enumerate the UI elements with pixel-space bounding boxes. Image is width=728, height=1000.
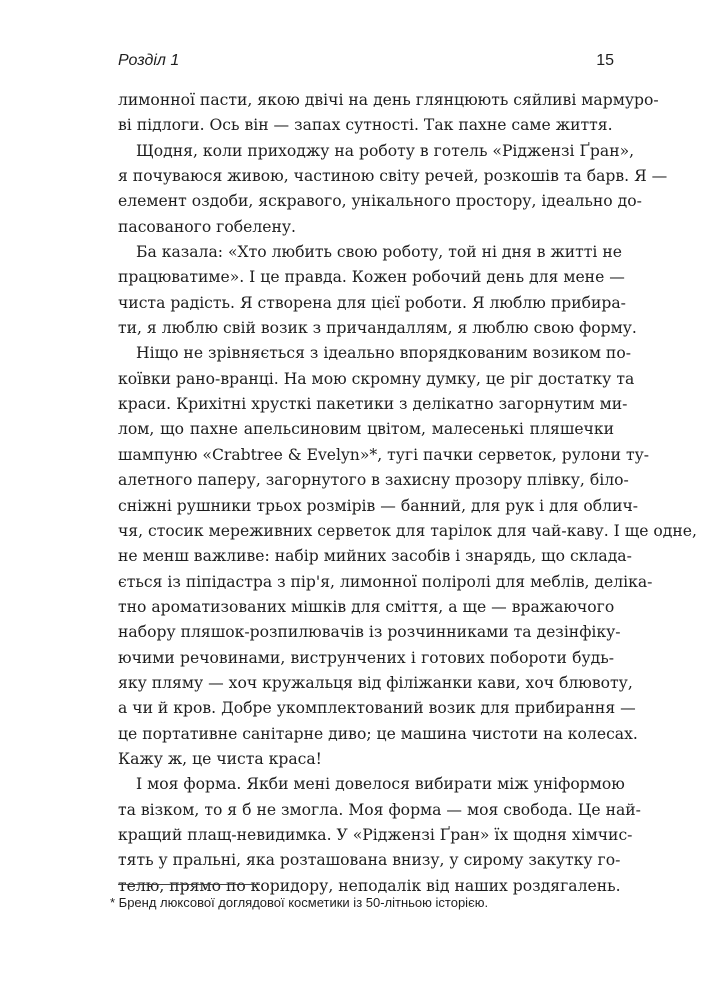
text-line: телю, прямо по коридору, неподалік від наших роздягалень. — [118, 876, 621, 895]
text-line: чя, стосик мереживних серветок для тарілок для чай-каву. І ще одне, — [118, 521, 697, 540]
text-line: це портативне санітарне диво; це машина чистоти на колесах. — [118, 724, 638, 743]
text-line: ві підлоги. Ось він — запах сутності. Так пахне саме життя. — [118, 116, 613, 135]
text-line: ється із піпідастра з пір'я, лимонної поліролі для меблів, деліка- — [118, 572, 653, 591]
text-line: лом, що пахне апельсиновим цвітом, малесенькі пляшечки — [118, 420, 614, 439]
text-line: ючими речовинами, виструнчених і готових побороти будь- — [118, 648, 614, 667]
footnote: * Бренд люксової доглядової косметики із 50-літньою історією. — [110, 895, 489, 910]
text-line: я почуваюся живою, частиною світу речей, розкошів та барв. Я — — [118, 167, 668, 186]
text-line: алетного паперу, загорнутого в захисну прозору плівку, біло- — [118, 471, 629, 490]
text-line: працюватиме». І це правда. Кожен робочий день для мене — — [118, 268, 625, 287]
text-line: І моя форма. Якби мені довелося вибирати між уніформою — [136, 775, 625, 794]
text-line: краси. Крихітні хрусткі пакетики з делікатно загорнутим ми- — [118, 395, 628, 414]
text-line: елемент оздоби, яскравого, унікального простору, ідеально до- — [118, 192, 642, 211]
footnote-separator — [118, 884, 260, 885]
text-line: пасованого гобелену. — [118, 217, 297, 236]
text-line: а чи й кров. Добре укомплектований возик для прибирання — — [118, 699, 636, 718]
chapter-title: Розділ 1 — [118, 52, 180, 69]
text-line: яку пляму — хоч кружальця від філіжанки кави, хоч блювоту, — [118, 673, 633, 692]
text-line: Щодня, коли приходжу на роботу в готель «Ріджензі Ґран», — [136, 141, 635, 160]
text-line: Ніщо не зрівняється з ідеально впорядкованим возиком по- — [136, 344, 631, 363]
text-line: не менш важливе: набір мийних засобів і знарядь, що склада- — [118, 547, 632, 566]
running-head — [118, 52, 614, 76]
text-line: та візком, то я б не змогла. Моя форма — моя свобода. Це най- — [118, 800, 641, 819]
text-line: лимонної пасти, якою двічі на день глянцюють сяйливі мармуро- — [118, 91, 659, 109]
text-line: чиста радість. Я створена для цієї роботи. Я люблю прибира- — [118, 293, 626, 312]
text-line: ти, я люблю свій возик з причандаллям, я люблю свою форму. — [118, 319, 637, 338]
text-line: Ба казала: «Хто любить свою роботу, той ні дня в житті не — [136, 243, 623, 262]
text-line: коївки рано-вранці. На мою скромну думку, це ріг достатку та — [118, 369, 635, 388]
page-number: 15 — [596, 52, 614, 69]
text-line: Кажу ж, це чиста краса! — [118, 749, 322, 768]
text-line: шампуню «Crabtree & Evelyn»*, тугі пачки серветок, рулони ту- — [118, 445, 650, 464]
text-line: тять у пральні, яка розташована внизу, у сирому закутку го- — [118, 851, 621, 870]
text-line: сніжні рушники трьох розмірів — банний, для рук і для облич- — [118, 496, 639, 515]
body-text — [118, 88, 697, 899]
text-line: кращий плащ-невидимка. У «Ріджензі Ґран» їх щодня хімчис- — [118, 825, 633, 844]
text-line: тно ароматизованих мішків для сміття, а ще — вражаючого — [118, 597, 615, 616]
text-line: набору пляшок-розпилювачів із розчинниками та дезінфіку- — [118, 623, 621, 642]
